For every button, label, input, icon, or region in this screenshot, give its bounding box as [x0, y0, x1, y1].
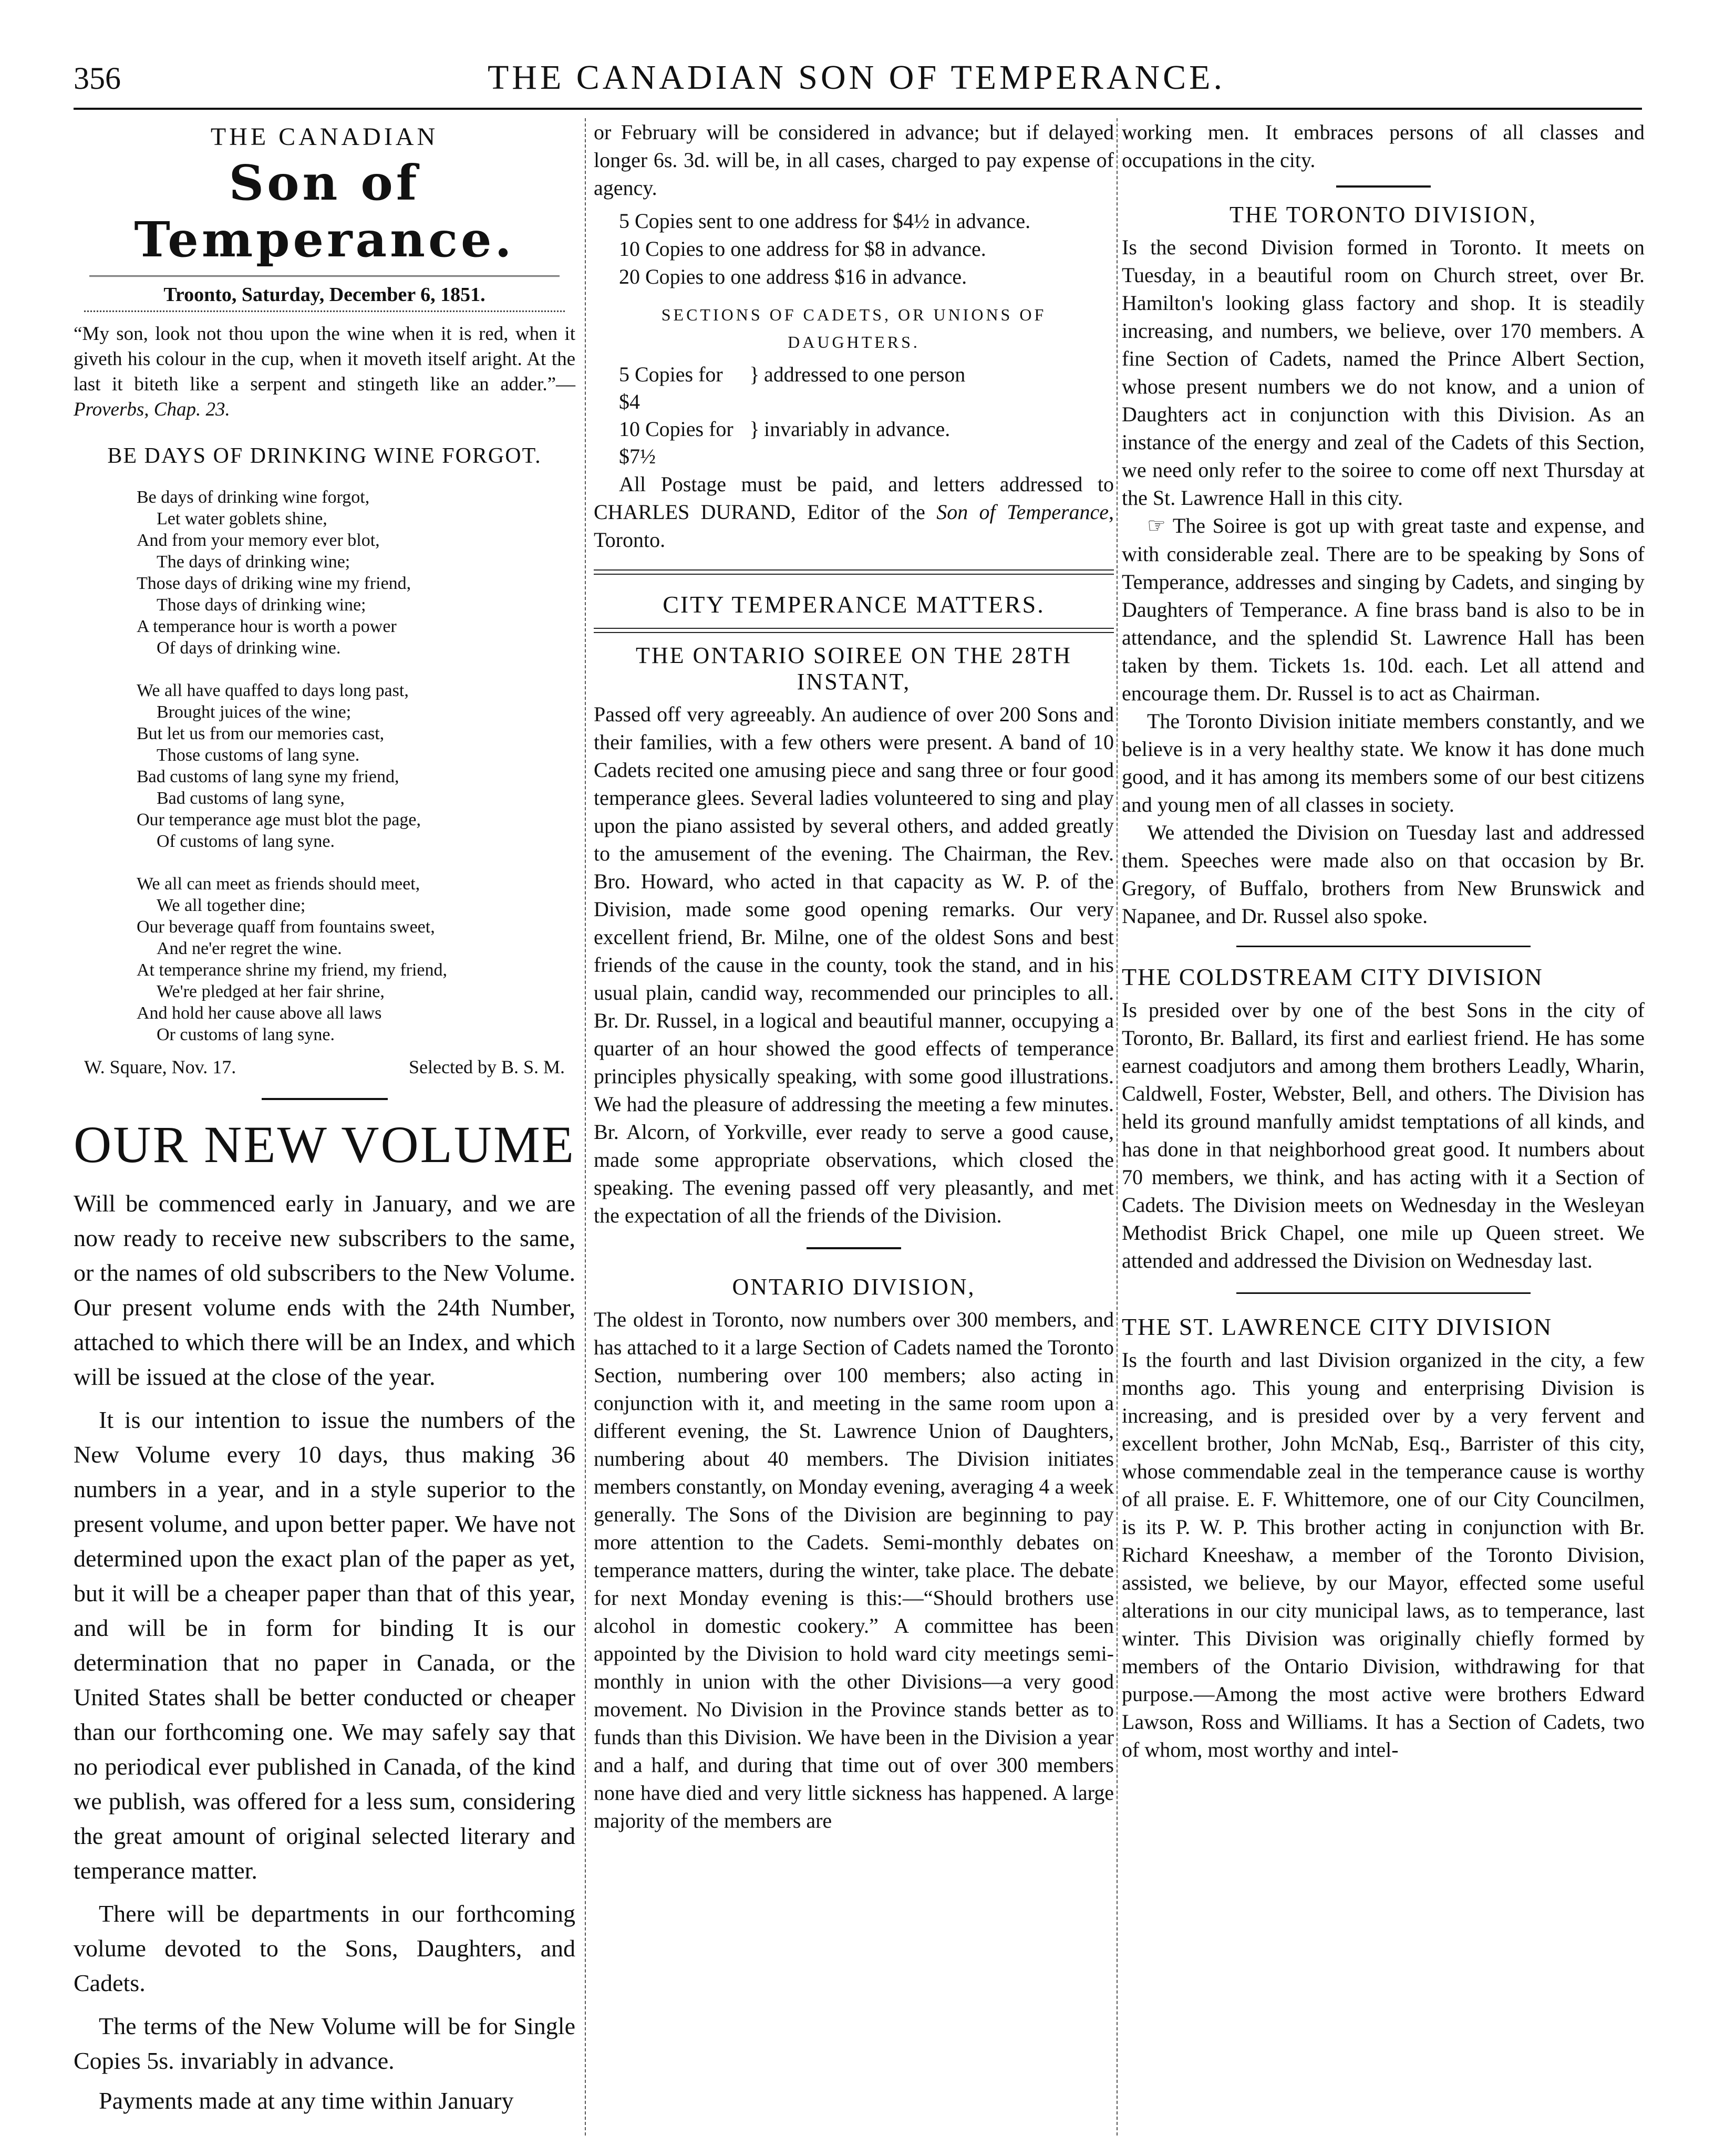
- pointing-hand-icon: ☞: [1147, 514, 1166, 538]
- stlawrence-heading: THE ST. LAWRENCE CITY DIVISION: [1122, 1313, 1553, 1340]
- section-rate-terms: invariably in advance.: [764, 417, 951, 441]
- poem-place: W. Square, Nov. 17.: [84, 1056, 236, 1077]
- poem-line: And from your memory ever blot,: [137, 531, 380, 550]
- soiree-heading: THE ONTARIO SOIREE ON THE 28TH INSTANT,: [636, 642, 1072, 695]
- poem-line: We all have quaffed to days long past,: [137, 681, 409, 700]
- poem-line: A temperance hour is worth a power: [137, 617, 397, 636]
- poem-line: Let water goblets shine,: [157, 509, 327, 528]
- section-rate-copies: 5 Copies for $4: [619, 362, 723, 413]
- toronto-article: Is the second Division formed in Toronto. It meets on Tuesday, in a beautiful room on Church street, over Br. Hamilton's looking glass factory and shop. It is steadily increasing, and numbers, we believe, over 170 members. A fine Section of Cadets, named the Prince Albert Section, whose present numbers we do not know, and a union of Daughters act in conjunction with this Division. As an instance of the energy and zeal of the Cadets of this Section, we need only refer to the soiree to come off next Thursday at the St. Lawrence Hall in this city.: [1122, 235, 1645, 510]
- section-rate-copies: 10 Copies for $7½: [619, 417, 733, 468]
- poem-line: At temperance shrine my friend, my friend,: [137, 960, 448, 980]
- ontario-article: The oldest in Toronto, now numbers over 300 members, and has attached to it a large Section of Cadets named the Toronto Section, numbering over 100 members; also acting in conjunction with it, and meeting in the same room upon a different evening, the St. Lawrence Union of Daughters, numbering about 40 members. The Division initiates members constantly, on Monday evening, averaging 4 a week generally. The Sons of the Division are beginning to pay more attention to the Cadets. Semi-monthly debates on temperance matters, during the winter, take place. The debate for next Monday evening is this:—“Should brothers use alcohol in domestic cookery.” A committee has been appointed by the Division to hold ward city meetings semi-monthly in union with the other Divisions—a very good movement. No Division in the Province stands better as to funds than this Division. We have been in the Division a year and a half, and during that time out of over 300 members none have died and very little sickness has happened. A large majority of the members are: [594, 1308, 1114, 1832]
- poem-line: Or customs of lang syne.: [157, 1025, 335, 1044]
- new-volume-paragraph: Will be commenced early in January, and we are now ready to receive new subscribers to the same, or the names of old subscribers to the New Volume. Our present volume ends with the 24th Number, attached to which there will be an Index, and which will be issued at the close of the year.: [74, 1190, 575, 1390]
- section-rule: [594, 569, 1114, 575]
- section-rate-line: [594, 416, 1114, 470]
- poem-line: And hold her cause above all laws: [137, 1003, 382, 1023]
- brace-icon: }: [749, 362, 760, 386]
- stlawrence-article: Is the fourth and last Division organized in the city, a few months ago. This young and enterprising Division is increasing, and is presided over by a very fervent and excellent brother, John McNab, Esq., Barrister of this city, whose commendable zeal in the temperance cause is worthy of all praise. E. F. Whittemore, one of our City Councilmen, is its P. W. P. This brother acting in conjunction with Br. Richard Kneeshaw, a member of the Toronto Division, assisted, we believe, by our Mayor, effected some useful alterations in our city municipal laws, as to temperance, last winter. This Division was originally chiefly formed by members of the Ontario Division, withdrawing for that purpose.—Among the most active were brothers Edward Lawson, Ross and Williams. It has a Section of Cadets, two of whom, most worthy and intel-: [1122, 1348, 1645, 1761]
- column-3: [1122, 118, 1645, 1764]
- new-volume-title: OUR NEW VOLUME: [74, 1115, 575, 1174]
- sections-heading: SECTIONS OF CADETS, OR UNIONS OF DAUGHTERS.: [661, 305, 1047, 351]
- masthead-rule: [89, 275, 560, 277]
- epigraph: [74, 322, 575, 422]
- column-divider: [1117, 118, 1118, 2136]
- section-rate-line: [594, 361, 1114, 416]
- masthead-title: Son of Temperance.: [134, 154, 515, 268]
- poem-stanza: [137, 680, 575, 852]
- poem-line: Of days of drinking wine.: [157, 638, 341, 658]
- soiree-article: Passed off very agreeably. An audience of over 200 Sons and their families, with a few others were present. A band of 10 Cadets recited one amusing piece and sang three or four good temperance glees. Several ladies volunteered to sing and play upon the piano assisted by several others, and added greatly to the amusement of the evening. The Chairman, the Rev. Bro. Howard, who acted in that capacity as W. P. of the Division, made some good opening remarks. Our very excellent friend, Br. Milne, one of the oldest Sons and best friends of the cause in the county, took the stand, and in his usual plain, candid way, recommended our principles to all. Br. Dr. Russel, in a logical and beautiful manner, occupying a quarter of an hour showed the good effects of temperance principles physically speaking, with some good illustrations. We had the pleasure of addressing the meeting a few minutes. Br. Alcorn, of Yorkville, ever ready to serve a good cause, made some appropriate observations, which closed the speaking. The evening passed off very pleasantly, and met the expectation of all the friends of the Division.: [594, 702, 1114, 1227]
- poem-stanza: [137, 873, 575, 1045]
- section-rule: [262, 1098, 388, 1100]
- poem-line: Bad customs of lang syne my friend,: [137, 767, 399, 786]
- poem-line: We're pledged at her fair shrine,: [157, 982, 385, 1001]
- section-rule: [807, 1247, 901, 1249]
- city-matters-heading: CITY TEMPERANCE MATTERS.: [663, 591, 1045, 618]
- poem-line: The days of drinking wine;: [157, 552, 350, 572]
- epigraph-source: Proverbs, Chap. 23.: [74, 399, 230, 420]
- section-rule: [1336, 185, 1431, 188]
- masthead-line1: THE CANADIAN: [210, 123, 439, 151]
- poem-line: Those days of drinking wine;: [157, 595, 366, 615]
- terms-continued: or February will be considered in advance; but if delayed longer 6s. 3d. will be, in all cases, charged to pay expense of agency.: [594, 120, 1114, 200]
- section-rule: [1236, 946, 1531, 947]
- new-volume-paragraph: There will be departments in our forthcoming volume devoted to the Sons, Daughters, and Cadets.: [74, 1900, 575, 1996]
- postage-end: , Toronto.: [594, 500, 1114, 552]
- page-number: 356: [74, 61, 121, 96]
- postage-text: All Postage must be paid, and letters addressed to CHARLES DURAND, Editor of the: [594, 472, 1114, 524]
- column-divider: [585, 118, 586, 2136]
- article-continued: working men. It embraces persons of all classes and occupations in the city.: [1122, 120, 1645, 172]
- postage-paper-name: Son of Temperance: [936, 500, 1109, 524]
- rate-line: 10 Copies to one address for $8 in advance.: [619, 237, 986, 261]
- poem-line: And ne'er regret the wine.: [157, 939, 342, 958]
- section-rule: [594, 628, 1114, 633]
- poem-line: But let us from our memories cast,: [137, 724, 385, 743]
- poem-stanza: [137, 486, 575, 659]
- poem-line: Our temperance age must blot the page,: [137, 810, 421, 830]
- poem-line: Those customs of lang syne.: [157, 745, 360, 765]
- poem-line: Our beverage quaff from fountains sweet,: [137, 917, 435, 937]
- rate-line: 20 Copies to one address $16 in advance.: [619, 265, 967, 288]
- coldstream-heading: THE COLDSTREAM CITY DIVISION: [1122, 963, 1543, 990]
- epigraph-text: “My son, look not thou upon the wine when it is red, when it giveth his colour in the cup, when it moveth itself aright. At the last it biteth like a serpent and stingeth like an adder.”—: [74, 323, 575, 395]
- poem-line: Be days of drinking wine forgot,: [137, 488, 370, 507]
- column-1: [74, 118, 575, 2118]
- journal-title: THE CANADIAN SON OF TEMPERANCE.: [487, 58, 1225, 97]
- section-rate-terms: addressed to one person: [764, 362, 966, 386]
- dateline: Troonto, Saturday, December 6, 1851.: [163, 284, 485, 306]
- poem-selected-by: Selected by B. S. M.: [409, 1056, 565, 1077]
- toronto-heading: THE TORONTO DIVISION,: [1230, 202, 1537, 227]
- poem-line: We all together dine;: [157, 896, 306, 915]
- toronto-article: We attended the Division on Tuesday last and addressed them. Speeches were made also on that occasion by Br. Gregory, of Buffalo, brothers from New Brunswick and Napanee, and Dr. Russel also spoke.: [1122, 821, 1645, 928]
- new-volume-paragraph: It is our intention to issue the numbers of the New Volume every 10 days, thus making 36 numbers in a year, and in a style superior to the present volume, and upon better paper. We have not determined upon the exact plan of the paper as yet, but it will be a cheaper paper than that of this year, and will be in form for binding It is our determination that no paper in Canada, or the United States shall be better conducted or cheaper than our forthcoming one. We may safely say that no periodical ever published in Canada, of the kind we publish, was offered for a less sum, considering the great amount of original selected literary and temperance matter.: [74, 1406, 575, 1884]
- poem-signature: [84, 1056, 565, 1078]
- column-2: [594, 118, 1114, 1834]
- new-volume-paragraph: The terms of the New Volume will be for Single Copies 5s. invariably in advance.: [74, 2013, 575, 2074]
- section-rule: [1236, 1292, 1531, 1294]
- brace-icon: }: [749, 417, 760, 441]
- postage-note: [594, 470, 1114, 554]
- poem-line: Of customs of lang syne.: [157, 832, 335, 851]
- soiree-notice-text: The Soiree is got up with great taste and expense, and with considerable zeal. There are to be speaking by Sons of Temperance, addresses and singing by Cadets, and singing by Daughters of Temperance. A fine brass band is also to be in attendance, and the splendid St. Lawrence Hall has been taken by them. Tickets 1s. 10d. each. Let all attend and encourage them. Dr. Russel is to act as Chairman.: [1122, 514, 1645, 705]
- running-head: [74, 50, 1639, 108]
- poem-line: Those days of driking wine my friend,: [137, 574, 411, 593]
- poem-title: BE DAYS OF DRINKING WINE FORGOT.: [107, 444, 542, 468]
- header-rule: [74, 108, 1642, 110]
- ontario-heading: ONTARIO DIVISION,: [732, 1274, 976, 1300]
- coldstream-article: Is presided over by one of the best Sons in the city of Toronto, Br. Ballard, its first and earliest friend. He has some earnest coadjutors and among them brothers Leadly, Wharin, Caldwell, Foster, Webster, Bell, and others. The Division has held its ground manfully amidst temptations of all kinds, and has done in that neighborhood great good. It numbers about 70 members, we think, and has acting with it a Section of Cadets. The Division meets on Wednesday in the Wesleyan Methodist Brick Chapel, one mile up Queen street. We attended and addressed the Division on Wednesday last.: [1122, 998, 1645, 1272]
- poem-line: Brought juices of the wine;: [157, 702, 352, 722]
- soiree-notice: [1122, 512, 1645, 707]
- toronto-article: The Toronto Division initiate members constantly, and we believe is in a very healthy state. We know it has done much good, and it has among its members some of our best citizens and young men of all classes in society.: [1122, 709, 1645, 816]
- poem-line: Bad customs of lang syne,: [157, 789, 345, 808]
- poem-line: We all can meet as friends should meet,: [137, 874, 420, 894]
- rate-line: 5 Copies sent to one address for $4½ in advance.: [619, 209, 1031, 233]
- new-volume-paragraph: Payments made at any time within January: [99, 2087, 514, 2114]
- dateline-rule: [84, 310, 565, 312]
